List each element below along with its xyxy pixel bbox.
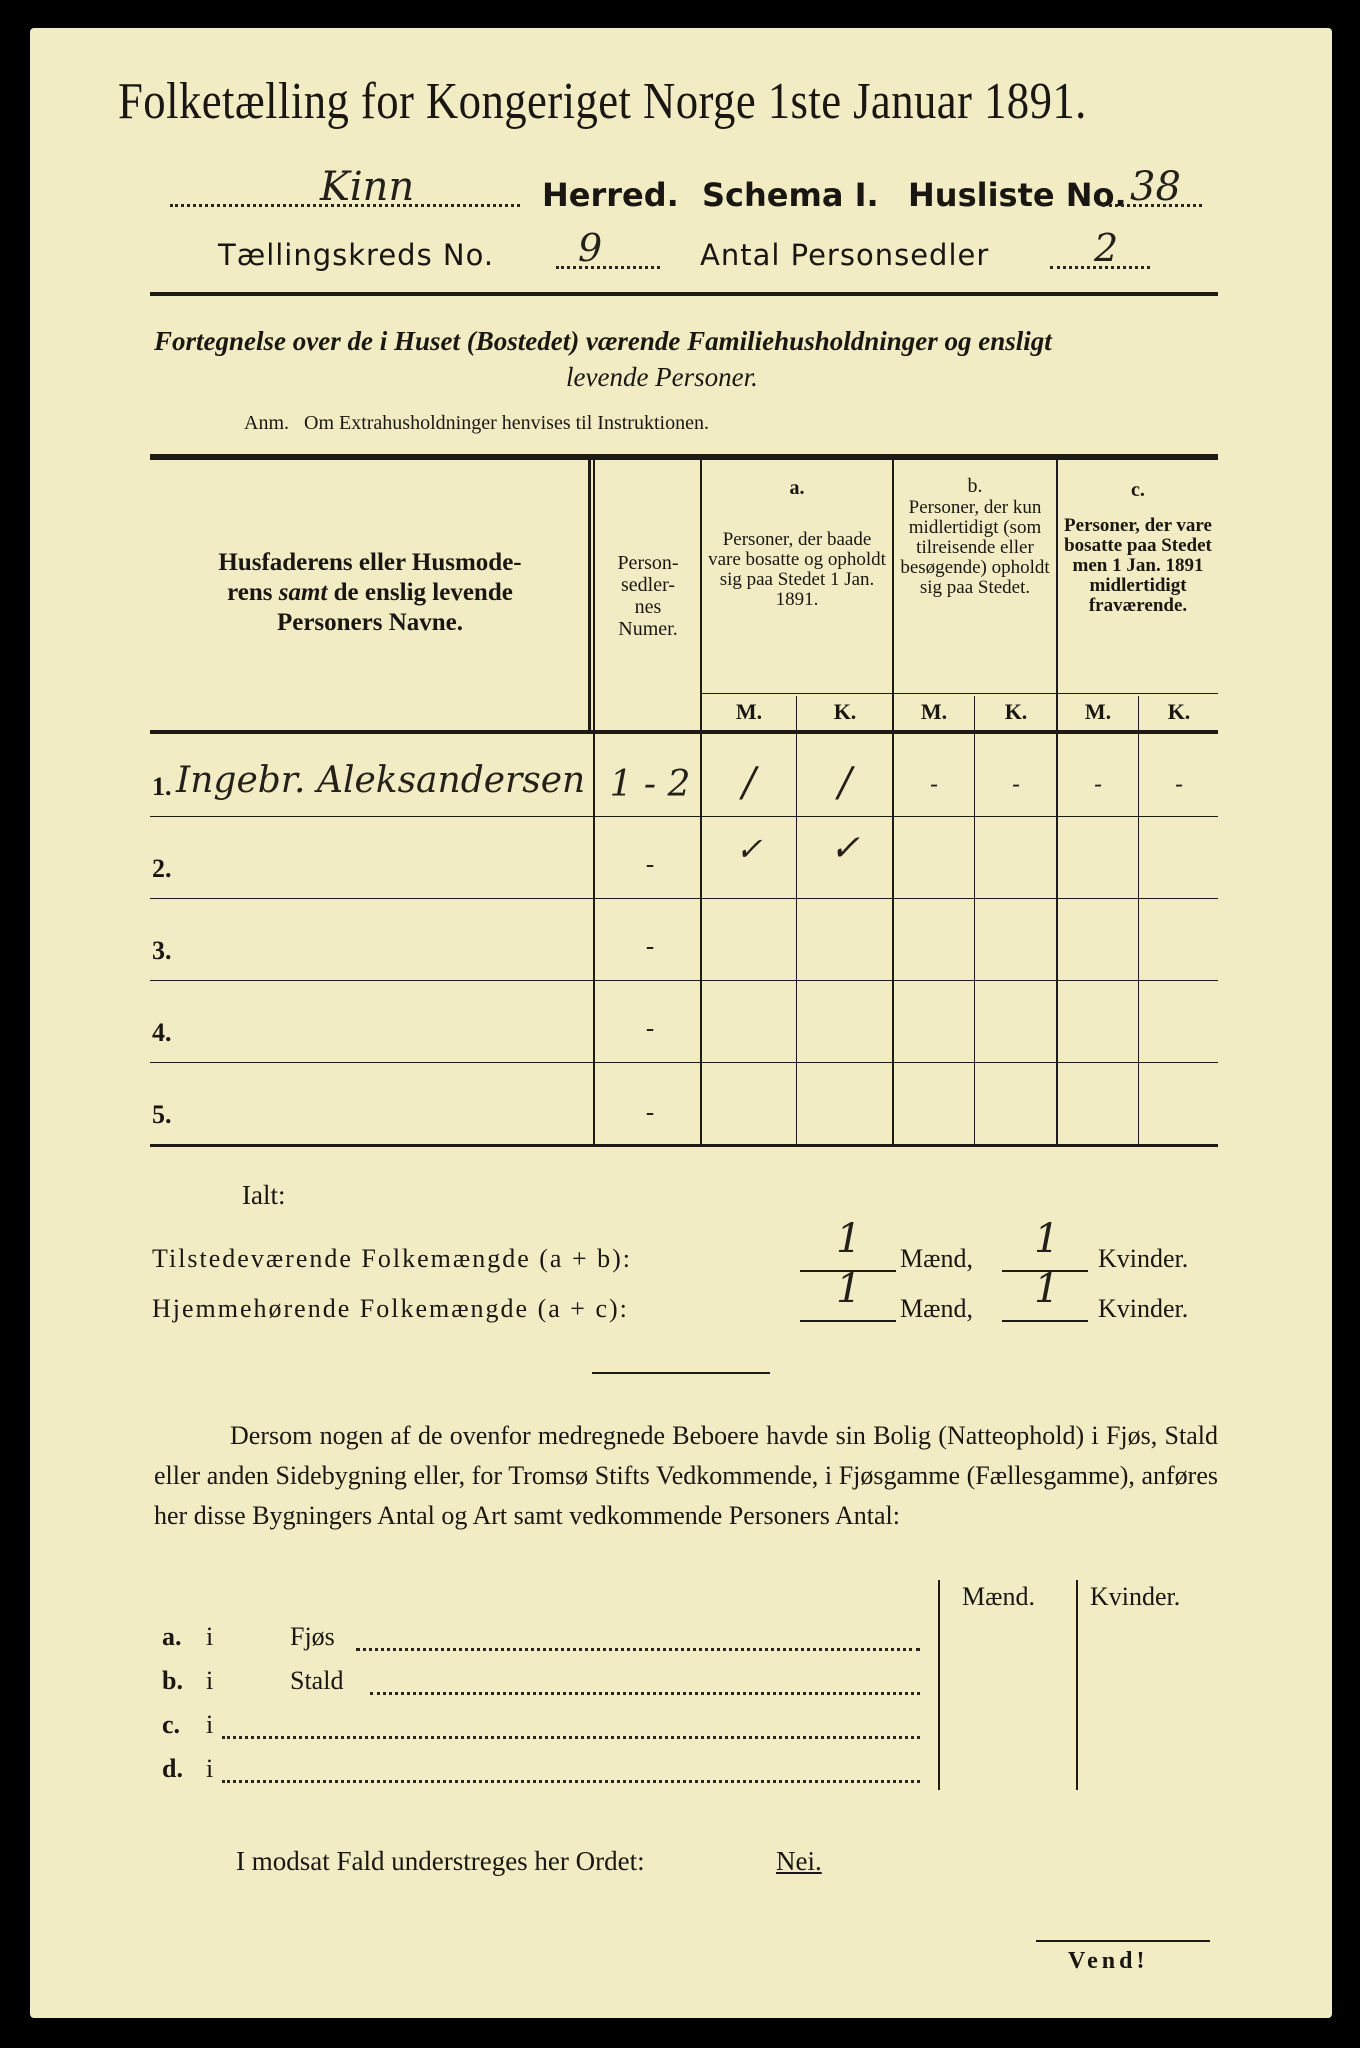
item-b-letter: b. [162,1666,183,1695]
row-1-name: Ingebr. Aleksandersen [176,760,586,801]
row-5-num: - [645,1098,655,1128]
schema-label: Schema I. [702,176,879,214]
antal-value: 2 [1094,226,1119,270]
vline-num [700,460,702,1145]
husliste-field [1102,164,1202,210]
c-k-label: K. [1167,699,1191,724]
antal-label: Antal Personsedler [700,238,990,272]
ialt-label: Ialt: [242,1180,286,1210]
row-rule-2 [150,898,1218,899]
bygning-vline-2 [1076,1580,1078,1790]
vend-label: Vend! [1068,1948,1149,1974]
item-c-i: i [206,1710,214,1739]
vline-name-body [593,734,595,1144]
row-3-num: - [645,932,655,962]
tilstede-label: Tilstedeværende Folkemængde (a + b): [152,1244,632,1273]
col-a-letter: a. [789,477,805,499]
hjemme-label: Hjemmehørende Folkemængde (a + c): [152,1294,629,1323]
row-2-a-m: ✓ [735,830,763,868]
b-m-label: M. [920,699,948,724]
modsat-text: I modsat Fald understreges her Ordet: [236,1846,645,1876]
a-m-label: M. [735,699,763,724]
row-1-num: 1 - 2 [609,764,691,805]
vend-rule [1036,1940,1210,1942]
husliste-label: Husliste No. [908,176,1127,214]
row-1-b-m: - [929,770,939,798]
bygning-paragraph: Dersom nogen af de ovenfor medregnede Beboere havde sin Bolig (Natteophold) i Fjøs, Stald eller anden Sidebygning eller, for Tromsø Stifts Vedkommende, i Fjøsgamme (Fællesgamme), anføres her disse Bygningers Antal og Art samt vedkommende Personers Antal: [154,1421,1218,1530]
row-1-a-k: / [838,760,852,806]
row-3-no: 3. [152,936,172,965]
col-b-letter: b. [967,475,983,497]
row-2-a-k: ✓ [829,828,861,869]
anm-prefix: Anm. [244,412,289,434]
row-1-no: 1. [152,772,172,801]
antal-field [1050,226,1150,270]
anm-text: Om Extrahusholdninger henvises til Instruktionen. [304,412,709,434]
row-1-a-m: / [742,760,756,806]
kreds-field [556,226,660,270]
item-c-letter: c. [162,1710,181,1739]
row-1-b-k: - [1011,770,1021,798]
row-2-no: 2. [152,854,172,883]
vline-a-mk [796,696,797,1145]
col-name-header: Husfaderens eller Husmode- rens samt de enslig levende Personers Navne. [218,549,522,636]
col-c-letter: c. [1131,479,1145,501]
header-rule [150,292,1218,296]
hjemme-kvinder-value: 1 [1034,1266,1060,1312]
row-1-c-m: - [1093,770,1103,798]
col-num-header: Person- sedler- nes Numer. [617,552,679,640]
nei-word: Nei. [776,1846,822,1876]
item-a-label: Fjøs [290,1622,335,1651]
mk-rule [700,693,1218,694]
item-d-i: i [206,1754,214,1783]
col-a-text: Personer, der baade vare bosatte og opholdt sig paa Stedet 1 Jan. 1891. [708,529,886,610]
vline-name-header [588,460,591,730]
item-a-i: i [206,1622,214,1651]
vline-c-mk [1138,696,1139,1145]
husliste-value: 38 [1130,164,1181,210]
herred-field [170,164,520,210]
row-rule-3 [150,980,1218,981]
bygning-col-kvinder: Kvinder. [1090,1582,1181,1611]
row-5-no: 5. [152,1100,172,1129]
row-1-c-k: - [1174,770,1184,798]
col-c-text: Personer, der vare bosatte paa Stedet men 1 Jan. 1891 midlertidigt fraværende. [1064,515,1212,616]
anm-note [244,412,709,435]
tilstede-kvinder-label: Kvinder. [1098,1244,1189,1273]
kreds-label: Tællingskreds No. [218,238,495,272]
bygning-col-maend: Mænd. [962,1582,1035,1611]
hjemme-maend-label: Mænd, [900,1294,973,1323]
item-a-letter: a. [162,1622,182,1651]
form-title: Folketælling for Kongeriget Norge 1ste Januar 1891. [118,73,1087,130]
item-b-i: i [206,1666,214,1695]
col-b-text: Personer, der kun midlertidigt (som tilreisende eller besøgende) opholdt sig paa Stedet. [900,497,1050,598]
item-d-letter: d. [162,1754,183,1783]
tilstede-maend-value: 1 [836,1216,862,1262]
row-2-num: - [645,850,655,880]
intro-line2: levende Personer. [566,362,758,392]
row-4-num: - [645,1014,655,1044]
row-rule-4 [150,1062,1218,1063]
tilstede-maend-label: Mænd, [900,1244,973,1273]
item-b-label: Stald [290,1666,344,1695]
row-4-no: 4. [152,1018,172,1047]
row-rule-1 [150,816,1218,817]
kreds-value: 9 [578,226,603,270]
vline-b-mk [974,696,975,1145]
a-k-label: K. [833,699,857,724]
bygning-vline-1 [938,1580,940,1790]
c-m-label: M. [1084,699,1112,724]
herred-label: Herred. [542,176,679,214]
hjemme-maend-value: 1 [836,1266,862,1312]
intro-line1: Fortegnelse over de i Huset (Bostedet) værende Familiehusholdninger og ensligt [154,326,1052,356]
section-divider [592,1372,770,1374]
b-k-label: K. [1004,699,1028,724]
herred-value: Kinn [320,164,415,210]
hjemme-kvinder-label: Kvinder. [1098,1294,1189,1323]
tilstede-kvinder-value: 1 [1034,1216,1060,1262]
